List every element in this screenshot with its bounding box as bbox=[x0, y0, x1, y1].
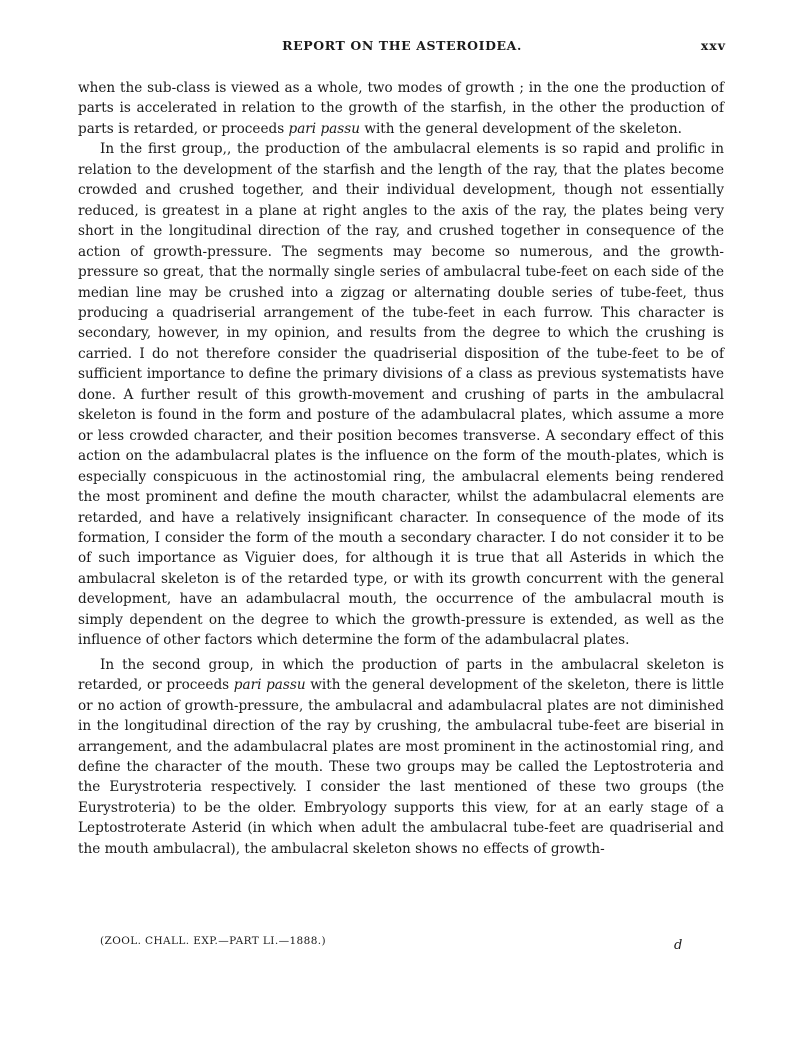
text-run: In the first group,‚ the production of the ambulacral elements is so rapid and prolific in relation to the development of the starfish and the length of the ray, that the plates become crowded and crushed together, and their individual development, though not essentially reduced, is greatest in a plane at right angles to the axis of the ray, the plates being very short in the longitudinal direction of the ray, and crushed together in consequence of the action of growth-pressure. The segments may become so numerous, and the growth-pressure so great, that the normally single series of ambulacral tube-feet on each side of the median line may be crushed into a zigzag or alternating double series of tube-feet, thus producing a quadriserial arrangement of the tube-feet in each furrow. This character is secondary, however, in my opinion, and results from the degree to which the crushing is carried. I do not therefore consider the quadriserial disposition of the tube-feet to be of sufficient importance to define the primary divisions of a class as previous systematists have done. A further result of this growth-movement and crushing of parts in the ambulacral skeleton is found in the form and posture of the adambulacral plates, which assume a more or less crowded character, and their position becomes transverse. A secondary effect of this action on the adambulacral plates is the influence on the form of the mouth-plates, which is especially conspicuous in the actinostomial ring, the ambulacral elements being rendered the most prominent and define the mouth character, whilst the adambulacral elements are retarded, and have a relatively insignificant character. In consequence of the mode of its formation, I consider the form of the mouth a secondary character. I do not consider it to be of such importance as Viguier does, for although it is true that all Asterids in which the ambulacral skeleton is of the retarded type, or with its growth concurrent with the general development, have an adambulacral mouth, the occurrence of the ambulacral mouth is simply dependent on the degree to which the growth-pressure is extended, as well as the influence of other factors which determine the form of the adambulacral plates. bbox=[78, 141, 724, 649]
text-run: with the general development of the skeleton, there is little or no action of growth-pressure, the ambulacral and adambulacral plates are not diminished in the longitudinal direction of the ray by crushing, the ambulacral tube-feet are biserial in arrangement, and the adambulacral plates are most prominent in the actinostomial ring, and define the character of the mouth. These two groups may be called the Leptostroteria and the Eurystroteria respectively. I consider the last mentioned of these two groups (the Eurystroteria) to be the older. Embryology supports this view, for at an early stage of a Leptostroterate Asterid (in which when adult the ambulacral tube-feet are quadriserial and the mouth ambulacral), the ambulacral skeleton shows no effects of growth- bbox=[78, 677, 724, 857]
paragraph-first-group bbox=[78, 139, 724, 650]
text-run: In the second group, in which the production of parts in the ambulacral skeleton is retarded, or proceeds bbox=[78, 656, 724, 694]
italic-phrase: pari passu bbox=[233, 677, 306, 694]
running-title: REPORT ON THE ASTEROIDEA. bbox=[282, 38, 522, 53]
text-run: when the sub-class is viewed as a whole, two modes of growth ; in the one the production of parts is accelerated in relation to the growth of the starfish, in the other the production of parts is retarded, or proceeds bbox=[78, 80, 724, 137]
running-head bbox=[78, 38, 726, 60]
page-number: xxv bbox=[700, 38, 726, 53]
paragraph-second-group bbox=[78, 655, 724, 860]
italic-phrase: pari passu bbox=[288, 120, 360, 137]
text-run: with the general development of the skeleton. bbox=[360, 120, 682, 137]
page-footer bbox=[100, 935, 720, 955]
body-text bbox=[78, 78, 724, 859]
signature-mark: d bbox=[674, 938, 683, 953]
publication-note: (ZOOL. CHALL. EXP.—PART LI.—1888.) bbox=[100, 935, 327, 947]
paragraph-continuation bbox=[78, 78, 724, 139]
